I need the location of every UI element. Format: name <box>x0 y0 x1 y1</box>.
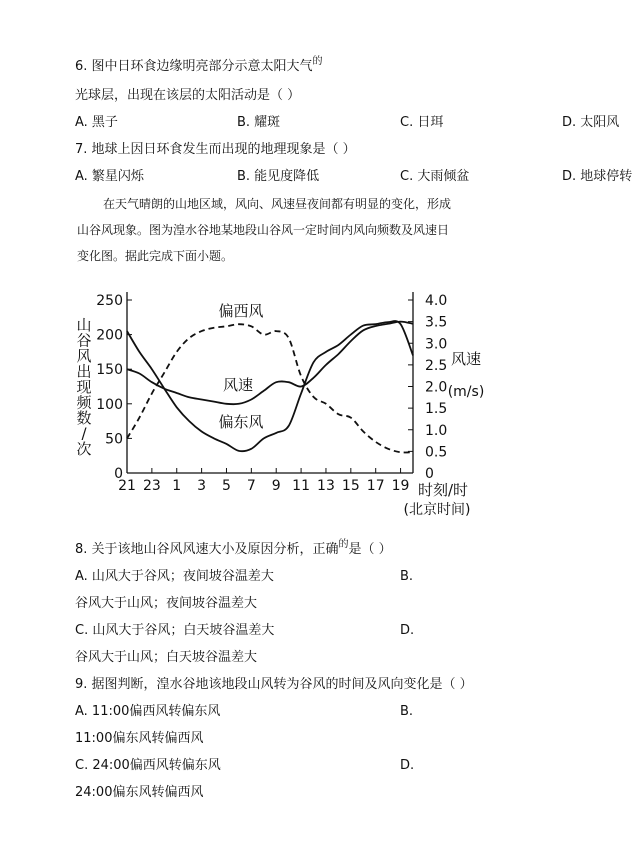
wind-chart <box>0 280 597 540</box>
x-tick-label: 7 <box>246 478 256 494</box>
x-tick-label: 21 <box>118 478 136 494</box>
q7-stem: 7. 地球上因日环食发生而出现的地理现象是（ ） <box>75 142 356 157</box>
q8-stem-sup: 的 <box>338 539 349 550</box>
left-axis-title-char: / <box>81 424 87 443</box>
right-axis-title: 风速 <box>450 350 482 368</box>
passage-line1: 在天气晴朗的山地区域，风向、风速昼夜间都有明显的变化，形成 <box>103 197 452 211</box>
passage-line2: 山谷风现象。图为湟水谷地某地段山谷风一定时间内风向频数及风速日 <box>77 223 450 237</box>
right-axis-unit: (m/s) <box>447 384 485 400</box>
x-tick-label: 11 <box>292 478 311 494</box>
left-axis-title-char: 出 <box>76 362 92 381</box>
q7-option-d: D. 地球停转 <box>562 169 632 184</box>
passage-line3: 变化图。据此完成下面小题。 <box>77 249 234 263</box>
series-line-2 <box>127 322 413 405</box>
right-tick-label: 1.5 <box>425 401 448 418</box>
q6-option-b: B. 耀斑 <box>237 115 281 130</box>
left-axis-title-char: 风 <box>76 347 92 365</box>
left-axis-title-char: 谷 <box>76 331 92 350</box>
left-tick-label: 0 <box>114 466 123 482</box>
left-axis-title-char: 现 <box>76 378 92 396</box>
right-tick-label: 3.0 <box>425 336 448 353</box>
q8-stem-text: 8. 关于该地山谷风风速大小及原因分析，正确 <box>75 542 339 557</box>
series-line-0 <box>127 324 413 452</box>
q9-stem: 9. 据图判断，湟水谷地该地段山风转为谷风的时间及风向变化是（ ） <box>75 677 473 692</box>
q8-stem-tail: 是（ ） <box>348 542 392 557</box>
right-tick-label: 1.0 <box>425 422 448 439</box>
x-tick-label: 3 <box>197 478 207 494</box>
left-axis-title-char: 山 <box>76 316 92 334</box>
x-tick-label: 19 <box>391 478 410 494</box>
right-tick-label: 2.0 <box>425 379 448 396</box>
left-tick-label: 100 <box>96 396 123 413</box>
q6-stem-line1 <box>75 56 323 74</box>
q6-stem-line2: 光球层，出现在该层的太阳活动是（ ） <box>75 88 301 103</box>
chart-axes <box>127 292 413 473</box>
q9-option-b-letter: B. <box>400 704 414 719</box>
q7-option-b: B. 能见度降低 <box>237 169 320 184</box>
q9-option-c: C. 24:00偏西风转偏东风 <box>75 758 221 773</box>
x-tick-label: 9 <box>271 478 281 494</box>
chart-labels-layer <box>76 293 484 518</box>
x-tick-label: 5 <box>222 478 231 494</box>
q8-option-c: C. 山风大于谷风；白天坡谷温差大 <box>75 623 275 638</box>
x-axis-title: 时刻/时 <box>417 481 469 499</box>
x-tick-label: 13 <box>317 478 335 494</box>
x-tick-label: 23 <box>142 478 161 494</box>
series-label-0: 偏西风 <box>218 302 264 320</box>
q8-option-d-text: 谷风大于山风；白天坡谷温差大 <box>75 650 258 665</box>
q8-option-a: A. 山风大于谷风；夜间坡谷温差大 <box>75 569 274 584</box>
q9-option-a: A. 11:00偏西风转偏东风 <box>75 704 221 719</box>
q6-stem-text: 6. 图中日环食边缘明亮部分示意太阳大气 <box>75 59 313 74</box>
left-axis-title-char: 频 <box>76 393 92 412</box>
q7-option-a: A. 繁星闪烁 <box>75 169 144 184</box>
q8-stem <box>75 539 392 557</box>
series-label-1: 偏东风 <box>218 413 264 431</box>
q9-option-b-text: 11:00偏东风转偏西风 <box>75 731 204 746</box>
x-axis-subtitle: (北京时间) <box>403 502 471 518</box>
q8-option-d-letter: D. <box>400 623 415 638</box>
left-tick-label: 200 <box>96 327 123 344</box>
q6-option-a: A. 黑子 <box>75 115 118 130</box>
series-label-2: 风速 <box>222 376 254 394</box>
q8-option-b-text: 谷风大于山风；夜间坡谷温差大 <box>75 596 258 611</box>
right-tick-label: 2.5 <box>425 357 448 374</box>
q6-option-d: D. 太阳风 <box>562 115 620 130</box>
left-tick-label: 250 <box>96 293 123 309</box>
right-tick-label: 3.5 <box>425 314 448 331</box>
q6-stem-sup: 的 <box>312 56 323 67</box>
chart-series-layer <box>127 321 413 452</box>
q9-option-d-text: 24:00偏东风转偏西风 <box>75 785 204 800</box>
q6-option-c: C. 日珥 <box>400 115 444 130</box>
q7-option-c: C. 大雨倾盆 <box>400 169 470 184</box>
x-tick-label: 17 <box>366 478 385 494</box>
left-axis-title-char: 次 <box>76 440 92 458</box>
q8-option-b-letter: B. <box>400 569 414 584</box>
x-tick-label: 15 <box>341 478 360 494</box>
left-axis-title-char: 数 <box>76 409 92 427</box>
left-tick-label: 150 <box>96 362 123 379</box>
right-tick-label: 4.0 <box>425 293 448 309</box>
x-tick-label: 1 <box>172 478 182 494</box>
left-tick-label: 50 <box>105 431 123 448</box>
right-tick-label: 0.5 <box>425 444 448 461</box>
q9-option-d-letter: D. <box>400 758 415 773</box>
right-tick-label: 0 <box>425 466 434 482</box>
